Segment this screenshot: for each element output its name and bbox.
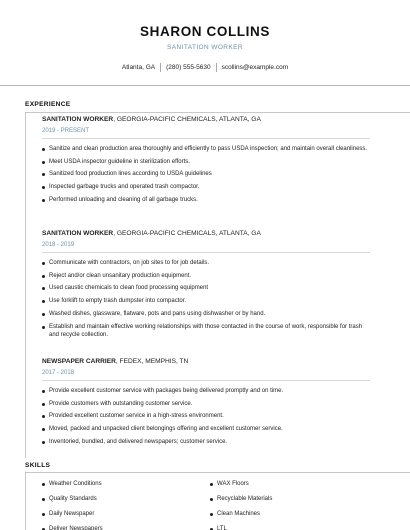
skills-list-right — [210, 480, 360, 530]
job-divider-3 — [42, 380, 370, 381]
job-title-3: NEWSPAPER CARRIER, FEDEX, MEMPHIS, TN — [42, 358, 189, 365]
contact-location: Atlanta, GA — [121, 64, 156, 72]
skill-item: WAX Floors — [210, 480, 360, 495]
candidate-title: SANITATION WORKER — [167, 44, 243, 51]
skill-item: Clean Machines — [210, 510, 360, 525]
list-item: Sanitize and clean production area thoroughly and efficiently to pass USDA inspection; and maintain overall cleanliness. — [42, 145, 372, 153]
contact-phone: (280) 555-5630 — [166, 64, 211, 72]
job-bullets-2 — [42, 259, 372, 339]
list-item: Performed unloading and cleaning of all garbage trucks. — [42, 196, 372, 204]
list-item: Inventoried, bundled, and delivered newspapers; customer service. — [42, 438, 372, 446]
job-title-2: SANITATION WORKER, GEORGIA-PACIFIC CHEMICALS, ATLANTA, GA — [42, 230, 261, 237]
list-item: Provided excellent customer service in a high-stress environment. — [42, 412, 372, 420]
contact-divider — [160, 63, 161, 72]
candidate-name: SHARON COLLINS — [140, 24, 270, 39]
experience-side-line — [25, 112, 26, 458]
header-divider — [0, 85, 410, 86]
skill-item: Quality Standards — [42, 495, 192, 510]
list-item: Inspected garbage trucks and operated trash compactor. — [42, 183, 372, 191]
skills-list-left — [42, 480, 192, 530]
skills-side-line — [25, 472, 26, 530]
list-item: Communicate with contractors, on job sites to for job details. — [42, 259, 372, 267]
job-bullets-3 — [42, 387, 372, 446]
skill-item: Recyclable Materials — [210, 495, 360, 510]
list-item: Use forklift to empty trash dumpster into compactor. — [42, 297, 372, 305]
job-dates-3: 2017 - 2018 — [42, 370, 75, 376]
list-item: Provide customers with outstanding customer service. — [42, 400, 372, 408]
contact-divider — [216, 63, 217, 72]
skill-item: Weather Conditions — [42, 480, 192, 495]
skill-item: LTL — [210, 525, 360, 530]
contact-line — [0, 63, 410, 72]
job-divider-2 — [42, 252, 370, 253]
skill-item: Deliver Newspapers — [42, 525, 192, 530]
list-item: Moved, packed and unpacked client belongings offering and excellent customer service. — [42, 425, 372, 433]
list-item: Provide excellent customer service with packages being delivered promptly and on time. — [42, 387, 372, 395]
job-divider-1 — [42, 138, 370, 139]
list-item: Meet USDA inspector guideline in sterilization efforts. — [42, 158, 372, 166]
list-item: Used caustic chemicals to clean food processing equipment — [42, 284, 372, 292]
list-item: Reject and/or clean unsanitary production equipment. — [42, 272, 372, 280]
job-dates-1: 2019 - PRESENT — [42, 128, 90, 134]
contact-email: scollins@example.com — [221, 64, 289, 72]
skills-divider — [25, 472, 410, 473]
list-item: Establish and maintain effective working relationships with those contacted in the course of work, responsible for trash and recycle collection. — [42, 323, 372, 339]
job-title-1: SANITATION WORKER, GEORGIA-PACIFIC CHEMICALS, ATLANTA, GA — [42, 116, 261, 123]
list-item: Sanitized food production lines according to USDA guidelines — [42, 170, 372, 178]
experience-heading: EXPERIENCE — [25, 101, 71, 108]
skill-item: Daily Newspaper — [42, 510, 192, 525]
job-bullets-1 — [42, 145, 372, 204]
skills-heading: SKILLS — [25, 462, 51, 469]
job-dates-2: 2018 - 2019 — [42, 242, 75, 248]
list-item: Washed dishes, glassware, flatware, pots and pans using dishwasher or by hand. — [42, 310, 372, 318]
experience-divider — [25, 112, 410, 113]
